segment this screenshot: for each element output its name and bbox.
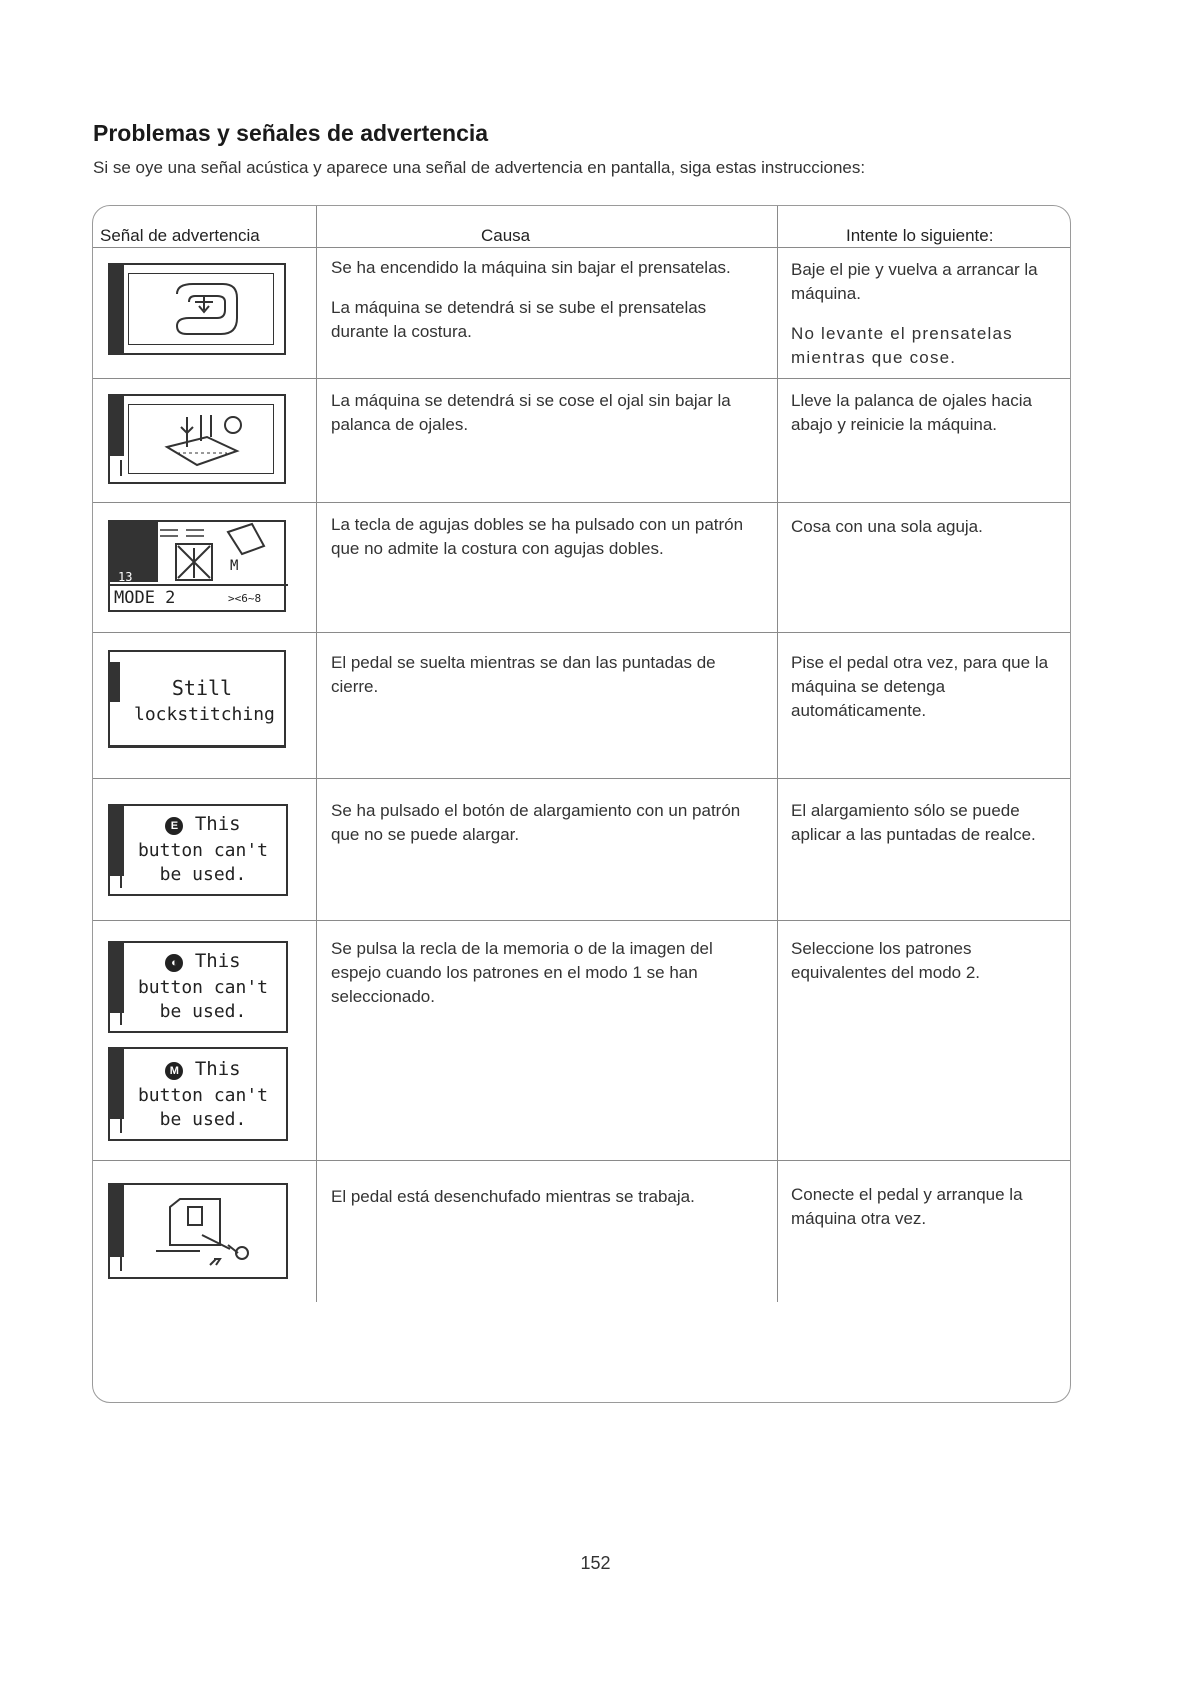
mirror-image-icon: ◐: [165, 954, 183, 972]
lcd-presser-foot-warning: [108, 263, 286, 355]
lcd-foot-control-warning: [108, 1183, 288, 1279]
todo-text: Cosa con una sola aguja.: [791, 517, 983, 536]
pattern-number: 13: [118, 570, 133, 584]
table-row: [93, 378, 1070, 502]
lcd-line: This: [194, 813, 241, 835]
todo-text: Seleccione los patrones equivalentes del modo 2.: [791, 939, 981, 982]
lcd-elongation-button-warning: [108, 804, 288, 896]
warning-table: [92, 205, 1071, 1403]
cause-text: Se pulsa la recla de la memoria o de la imagen del espejo cuando los patrones en el modo 1 se han seleccionado.: [331, 939, 713, 1006]
lcd-line: This: [194, 950, 241, 972]
lcd-lockstitching-warning: [108, 650, 286, 748]
elongation-button-icon: E: [165, 817, 183, 835]
cause-text: La máquina se detendrá si se cose el ojal sin bajar la palanca de ojales.: [331, 391, 731, 434]
table-row: [93, 632, 1070, 778]
todo-text: Conecte el pedal y arranque la máquina otra vez.: [791, 1185, 1023, 1228]
todo-text: El alargamiento sólo se puede aplicar a las puntadas de realce.: [791, 801, 1036, 844]
twin-needle-icon: [156, 522, 286, 584]
cause-text: Se ha encendido la máquina sin bajar el prensatelas.: [331, 258, 731, 277]
cause-text: La máquina se detendrá si se sube el prensatelas durante la costura.: [331, 298, 707, 341]
foot-control-plug-icon: [130, 1189, 270, 1269]
lcd-memory-button-warning: [108, 1047, 288, 1141]
lcd-line: be used.: [159, 864, 247, 885]
cause-text: El pedal se suelta mientras se dan las puntadas de cierre.: [331, 653, 716, 696]
page-number: 152: [580, 1553, 611, 1573]
cause-text: Se ha pulsado el botón de alargamiento con un patrón que no se puede alargar.: [331, 801, 741, 844]
lcd-line: This: [194, 1058, 241, 1080]
page-subtitle: Si se oye una señal acústica y aparece una señal de advertencia en pantalla, siga estas instrucciones:: [93, 158, 866, 177]
todo-text: No levante el prensatelas mientras que cose.: [791, 324, 1013, 367]
stitch-range: ><6~8: [228, 592, 262, 605]
lcd-line: button can't: [137, 1085, 269, 1106]
todo-text: Lleve la palanca de ojales hacia abajo y reinicie la máquina.: [791, 391, 1033, 434]
lcd-line: Still: [171, 676, 233, 700]
table-row: [93, 502, 1070, 632]
presser-foot-icon: [137, 276, 277, 348]
lcd-buttonhole-lever-warning: [108, 394, 286, 484]
table-row: [93, 248, 1070, 378]
page-title: Problemas y señales de advertencia: [93, 120, 489, 146]
memory-button-icon: M: [165, 1062, 183, 1080]
header-signal: Señal de advertencia: [100, 226, 260, 245]
lcd-twin-needle-warning: [108, 520, 286, 612]
table-header: [93, 206, 1070, 248]
lcd-line: be used.: [159, 1109, 247, 1130]
lcd-mirror-button-warning: [108, 941, 288, 1033]
cause-text: La tecla de agujas dobles se ha pulsado con un patrón que no admite la costura con agujas dobles.: [331, 515, 744, 558]
lcd-line: button can't: [137, 840, 269, 861]
buttonhole-lever-icon: [137, 407, 277, 477]
lcd-line: lockstitching: [134, 704, 275, 725]
todo-text: Baje el pie y vuelva a arrancar la máquina.: [791, 260, 1038, 303]
lcd-line: button can't: [137, 977, 269, 998]
todo-text: Pise el pedal otra vez, para que la máquina se detenga automáticamente.: [791, 653, 1049, 720]
lcd-line: be used.: [159, 1001, 247, 1022]
header-todo: Intente lo siguiente:: [846, 226, 994, 245]
memory-indicator: M: [230, 558, 239, 574]
table-row: [93, 778, 1070, 920]
mode-label: MODE 2: [114, 588, 176, 608]
header-cause: Causa: [481, 226, 531, 245]
table-row: [93, 920, 1070, 1160]
table-row: [93, 1160, 1070, 1302]
cause-text: El pedal está desenchufado mientras se trabaja.: [331, 1187, 695, 1206]
